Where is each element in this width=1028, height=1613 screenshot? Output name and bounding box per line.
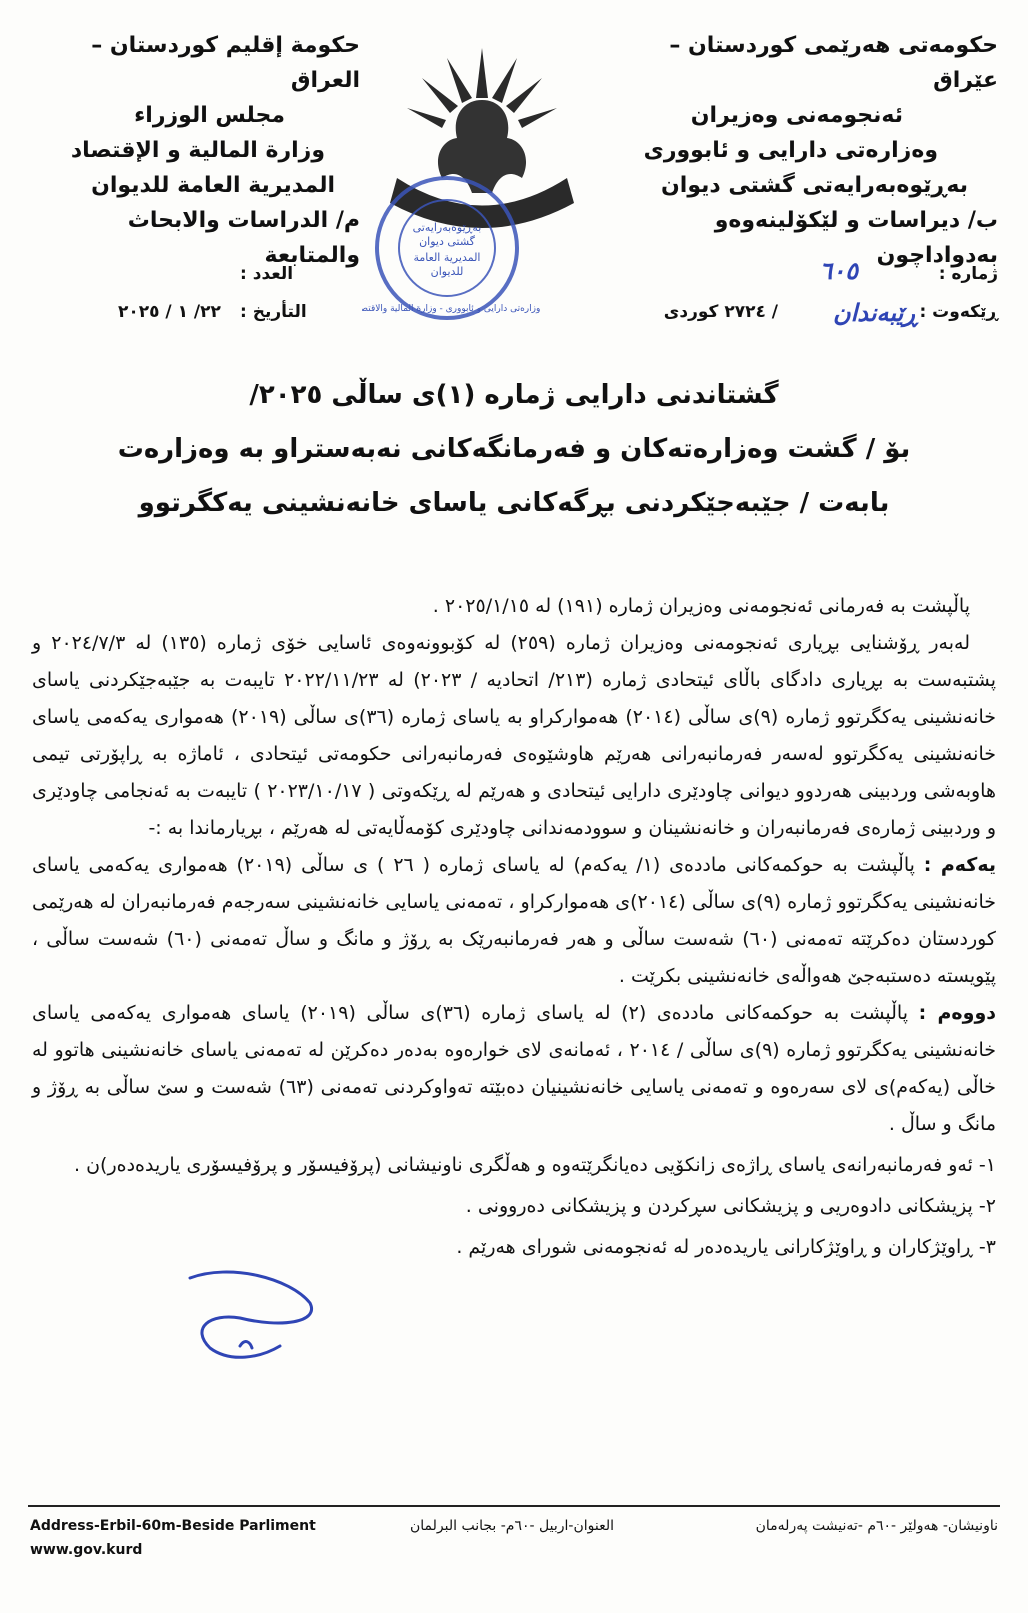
first-point-text: پاڵپشت بە حوکمەکانی ماددەی (١/ یەکەم) لە یاسای ژمارە ( ٢٦ ) ی ساڵی (٢٠١٩) هەمواری یەکەمی یاسای خانەنشینی یەکگرتوو ژمارە (٩)ی ساڵی (٢٠١٤)ی هەموارکراو ، تەمەنی یاسایی خانەنشینی سەرجەم فەرمانبەران لە هەرێمی کوردستان دەکرێتە تەمەنی (٦٠) شەست ساڵی و هەر فەرمانبەرێک بە ڕۆژ و مانگ و ساڵ تەمەنی (٦٠) شەست ساڵی ، پێویستە دەستبەجێ هەواڵەی خانەنشینی بکرێت . xyxy=(32,854,996,987)
government-emblem-and-stamp xyxy=(362,28,602,328)
paragraph-second-point xyxy=(32,995,996,1143)
footer-divider xyxy=(28,1505,1000,1507)
header-ku-line-4: بەڕێوەبەرایەتی گشتی دیوان xyxy=(661,173,968,198)
header-ku-line-2: ئەنجومەنی وەزیران xyxy=(690,103,903,128)
header-ar-line-4: المديرية العامة للديوان xyxy=(91,173,335,198)
list-item-1: ١- ئەو فەرمانبەرانەی یاسای ڕاژەی زانکۆیی دەیانگرێتەوە و هەڵگری ناونیشانی (پرۆفیسۆر و پرۆفیسۆری یاریدەدەر)ن . xyxy=(74,1154,996,1176)
stamp-inner-1: بەڕێوەبەرایەتی xyxy=(412,221,482,234)
stamp-inner-3: المديرية العامة xyxy=(413,251,481,264)
stamp-inner-2: گشتی دیوان xyxy=(419,235,475,248)
number-label: ژمارە : xyxy=(938,264,998,284)
paragraph-first-point xyxy=(32,847,996,995)
first-point-label: یەکەم : xyxy=(923,854,996,876)
second-point-label: دووەم : xyxy=(918,1002,996,1024)
second-point-text: پاڵپشت بە حوکمەکانی ماددەی (٢) لە یاسای ژمارە (٣٦)ی ساڵی (٢٠١٩) یاسای هەمواری یەکەمی یاسای خانەنشینی یەکگرتوو ژمارە (٩)ی ساڵی / ٢٠١٤ ، ئەمانەی لای خوارەوە بەدەر دەکرێن لە تەمەنی یاسای خانەنشینی هاتوو لە خاڵی (یەکەم)ی لای سەرەوە و تەمەنی یاسایی خانەنشینیان دەبێتە تەواوکردنی تەمەنی (٦٣) شەست و سێ ساڵی بە ڕۆژ و مانگ و ساڵ . xyxy=(32,1002,997,1135)
document-subject: بابەت / جێبەجێکردنی بڕگەکانی یاسای خانەنشینی یەکگرتوو xyxy=(138,488,890,518)
document-title: گشتاندنی دارایی ژمارە (١)ی ساڵی ٢٠٢٥/ xyxy=(249,380,779,410)
date-year-kurdish: / ٢٧٢٤ کوردی xyxy=(663,302,778,322)
list-item-2: ٢- پزیشکانی دادوەریی و پزیشکانی سڕکردن و پزیشکانی دەروونی . xyxy=(465,1195,996,1217)
signature-mark xyxy=(170,1268,330,1378)
paragraph-1: پاڵپشت بە فەرمانی ئەنجومەنی وەزیران ژمارە (١٩١) لە ٢٠٢٥/١/١٥ . xyxy=(432,595,970,617)
header-ku-line-3: وەزارەتی دارایی و ئابووری xyxy=(643,138,938,163)
header-arabic xyxy=(30,28,360,273)
adad-label: العدد : xyxy=(240,264,294,284)
header-kurdish xyxy=(618,28,998,273)
header-ku-line-1: حکومەتی هەرێمی کوردستان – عێراق xyxy=(669,33,998,93)
date-month-handwritten: ڕێبەندان xyxy=(832,298,918,327)
footer-address-english: Address-Erbil-60m-Beside Parliment xyxy=(30,1518,316,1534)
footer-address-arabic: العنوان-اربيل -٦٠م- بجانب البرلمان xyxy=(410,1518,614,1534)
number-value: ٦٠٥ xyxy=(819,256,858,285)
header-ku-line-5: ب/ دیراسات و لێکۆلینەوەو بەدواداچون xyxy=(714,208,998,268)
list-item-3: ٣- ڕاوێژکاران و ڕاوێژکارانی یاریدەدەر لە ئەنجومەنی شورای هەرێم . xyxy=(456,1236,996,1258)
footer-address-kurdish: ناونیشان- هەولێر -٦٠م -تەنیشت پەرلەمان xyxy=(755,1518,998,1534)
tarikh-value: ٢٢/ ١ / ٢٠٢٥ xyxy=(118,302,221,322)
tarikh-label: التأريخ : xyxy=(240,302,307,322)
header-ar-line-3: وزارة المالية و الإقتصاد xyxy=(70,138,325,163)
date-label-kurdish: ڕێکەوت : xyxy=(919,302,998,322)
document-recipient: بۆ / گشت وەزارەتەکان و فەرمانگەکانی نەبەستراو بە وەزارەت xyxy=(117,434,911,464)
paragraph-2: لەبەر ڕۆشنایی بڕیاری ئەنجومەنی وەزیران ژمارە (٢٥٩) لە کۆبوونەوەی ئاسایی خۆی ژمارە (١٣٥) لە ٢٠٢٤/٧/٣ و پشتبەست بە بڕیاری دادگای باڵای ئیتحادی ژمارە (٢١٣/ اتحاديە / ٢٠٢٣) لە ٢٠٢٢/١١/٢٣ تایبەت بە جێبەجێکردنی یاسای خانەنشینی یەکگرتوو ژمارە (٩)ی ساڵی (٢٠١٤) هەموارکراو بە یاسای ژمارە (٣٦)ی ساڵی (٢٠١٩) هەمواری یەکەمی یاسای خانەنشینی یەکگرتوو لەسەر فەرمانبەرانی هەرێم هاوشێوەی فەرمانبەرانی حکومەتی ئیتحادی ، ئاماژە بە ڕاپۆرتی تیمی هاوبەشی وردبینی هەردوو دیوانی چاودێری دارایی ئیتحادی و هەرێم لە ڕێکەوتی ( ٢٠٢٣/١٠/١٧ ) تایبەت بە ئەنجامی چاودێری و وردبینی ژمارەی فەرمانبەران و خانەنشینان و سوودمەندانی چاودێری کۆمەڵایەتی لە هەرێم ، بڕیارماندا بە :- xyxy=(32,632,996,839)
header-ar-line-2: مجلس الوزراء xyxy=(134,103,285,128)
stamp-inner-4: للديوان xyxy=(430,265,464,278)
header-ar-line-1: حكومة إقليم كوردستان – العراق xyxy=(91,33,360,93)
footer-website: www.gov.kurd xyxy=(30,1542,143,1558)
stamp-outer: وزارەتی دارایی و ئابووری - وزارة المالية والاقتصاد xyxy=(362,304,541,314)
header-ar-line-5: م/ الدراسات والابحاث والمتابعة xyxy=(127,208,360,268)
emblem-graphic xyxy=(362,28,602,328)
document-body xyxy=(32,588,996,1266)
